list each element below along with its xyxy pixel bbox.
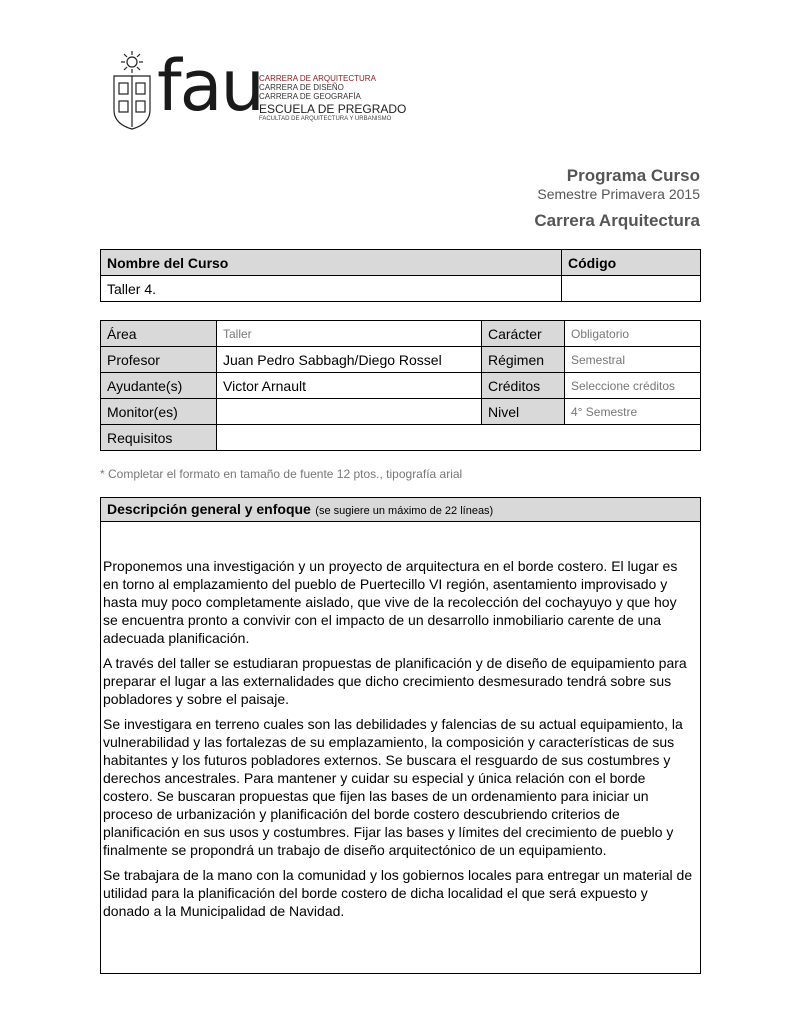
requisitos-value[interactable] bbox=[217, 425, 701, 451]
format-note: * Completar el formato en tamaño de fuente 12 ptos., tipografía arial bbox=[100, 467, 463, 481]
area-label: Área bbox=[101, 321, 217, 347]
monitor-value[interactable] bbox=[217, 399, 482, 425]
creditos-label: Créditos bbox=[482, 373, 565, 399]
description-title: Descripción general y enfoque bbox=[107, 501, 311, 517]
nivel-label: Nivel bbox=[482, 399, 565, 425]
description-paragraph: A través del taller se estudiaran propuestas de planificación y de diseño de equipamiento para preparar el lugar a las externalidades que dicho crecimiento desmesurado tendrá sobre sus pobladores y sobre el paisaje. bbox=[103, 655, 687, 707]
logo-line-facultad: FACULTAD DE ARQUITECTURA Y URBANISMO bbox=[259, 116, 392, 122]
caracter-value[interactable]: Obligatorio bbox=[565, 321, 701, 347]
monitor-label: Monitor(es) bbox=[101, 399, 217, 425]
requisitos-label: Requisitos bbox=[101, 425, 217, 451]
description-paragraph: Se trabajara de la mano con la comunidad y los gobiernos locales para entregar un material de utilidad para la planificación del borde costero de dicha localidad el que será expuesto y donado a la Municipalidad de Navidad. bbox=[103, 867, 693, 919]
page-title: Programa Curso bbox=[566, 166, 700, 185]
description-paragraph: Se investigara en terreno cuales son las debilidades y falencias de su actual equipamiento, la vulnerabilidad y las fortalezas de su emplazamiento, la composición y características de sus habitantes y los futuros pobladores externos. Se buscara el resguardo de sus costumbres y derechos ancestrales. Para mantener y cuidar su especial y única relación con el borde costero. Se buscaran propuestas que fijen las bases de un ordenamiento para iniciar un proceso de urbanización y planificación del borde costero descubriendo criterios de planificación en sus usos y costumbres. Fijar las bases y límites del crecimiento de pueblo y finalmente se propondrá un trabajo de diseño arquitectónico de un equipamiento. bbox=[103, 716, 683, 858]
title-block bbox=[534, 166, 700, 231]
profesor-label: Profesor bbox=[101, 347, 217, 373]
logo-line-escuela: ESCUELA DE PREGRADO bbox=[259, 102, 407, 116]
course-name-value[interactable]: Taller 4. bbox=[101, 276, 562, 302]
logo-text bbox=[259, 74, 409, 123]
creditos-select[interactable]: Seleccione créditos bbox=[565, 373, 701, 399]
description-section bbox=[100, 497, 701, 974]
course-name-header: Nombre del Curso bbox=[101, 250, 562, 276]
fau-logo bbox=[110, 45, 407, 130]
fau-wordmark: fau bbox=[157, 45, 263, 127]
description-header bbox=[101, 498, 700, 522]
career-label: Carrera Arquitectura bbox=[534, 211, 700, 230]
course-table bbox=[100, 249, 701, 302]
university-seal-icon bbox=[110, 50, 154, 130]
description-subtitle: (se sugiere un máximo de 22 líneas) bbox=[315, 505, 494, 517]
course-info-table bbox=[100, 320, 701, 451]
nivel-value[interactable]: 4° Semestre bbox=[565, 399, 701, 425]
regimen-value[interactable]: Semestral bbox=[565, 347, 701, 373]
ayudante-label: Ayudante(s) bbox=[101, 373, 217, 399]
semester-label: Semestre Primavera 2015 bbox=[537, 186, 700, 202]
course-code-value[interactable] bbox=[562, 276, 701, 302]
course-code-header: Código bbox=[562, 250, 701, 276]
caracter-label: Carácter bbox=[482, 321, 565, 347]
regimen-label: Régimen bbox=[482, 347, 565, 373]
ayudante-value[interactable]: Victor Arnault bbox=[217, 373, 482, 399]
description-body[interactable] bbox=[101, 522, 700, 920]
area-value[interactable]: Taller bbox=[217, 321, 482, 347]
logo-line-geografia: CARRERA DE GEOGRAFÍA bbox=[259, 92, 361, 101]
logo-line-diseno: CARRERA DE DISEÑO bbox=[259, 83, 344, 92]
logo-line-arquitectura: CARRERA DE ARQUITECTURA bbox=[259, 74, 376, 83]
profesor-value[interactable]: Juan Pedro Sabbagh/Diego Rossel bbox=[217, 347, 482, 373]
description-paragraph: Proponemos una investigación y un proyecto de arquitectura en el borde costero. El lugar es en torno al emplazamiento del pueblo de Puertecillo VI región, asentamiento improvisado y hasta muy poco completamente aislado, que vive de la recolección del cochayuyo y que hoy se encuentra pronto a convivir con el impacto de un desarrollo inmobiliario carente de una adecuada planificación. bbox=[103, 558, 678, 646]
